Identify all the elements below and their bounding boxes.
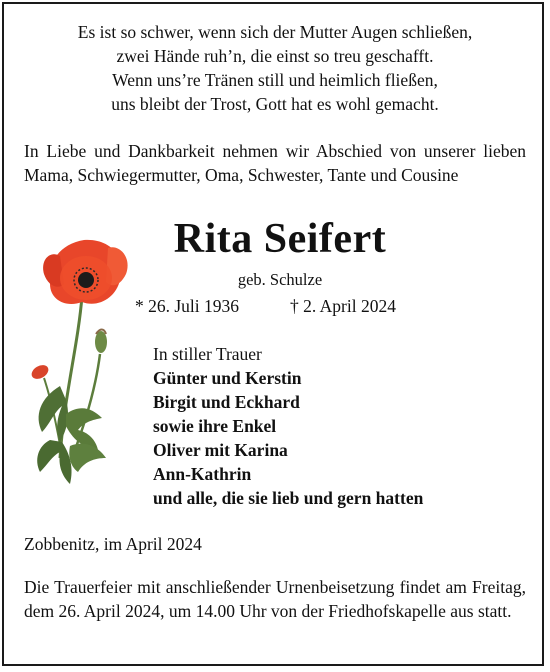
poem-line: uns bleibt der Trost, Gott hat es wohl gemacht. (111, 94, 439, 114)
mourner-line: Günter und Kerstin (153, 368, 302, 388)
poppy-flower-icon (20, 236, 140, 498)
birth-name: geb. Schulze (237, 270, 323, 289)
poem-line: Wenn uns’re Tränen still und heimlich fließen, (112, 70, 438, 90)
mourner-line: sowie ihre Enkel (153, 416, 277, 436)
mourner-line: Birgit und Eckhard (153, 392, 300, 412)
mourners-list (153, 342, 423, 510)
poem-line: zwei Hände ruh’n, die einst so treu geschafft. (116, 46, 434, 66)
mourners-heading: In stiller Trauer (153, 344, 262, 364)
deceased-name: Rita Seifert (173, 216, 387, 262)
death-date: † 2. April 2024 (290, 296, 396, 316)
mourner-line: Ann-Kathrin (153, 464, 252, 484)
funeral-service-info: Die Trauerfeier mit anschließender Urnenbeisetzung findet am Freitag, dem 26. April 2024, um 14.00 Uhr von der Friedhofskapelle aus statt. (24, 577, 526, 621)
poem-line: Es ist so schwer, wenn sich der Mutter Augen schließen, (77, 22, 473, 42)
place-date: Zobbenitz, im April 2024 (24, 534, 202, 554)
farewell-intro: In Liebe und Dankbarkeit nehmen wir Abschied von unserer lieben Mama, Schwiegermutter, Oma, Schwester, Tante und Cousine (24, 141, 526, 185)
mourner-line: Oliver mit Karina (153, 440, 288, 460)
birth-date: * 26. Juli 1936 (135, 296, 240, 316)
poem (0, 20, 550, 116)
mourner-line: und alle, die sie lieb und gern hatten (153, 488, 424, 508)
